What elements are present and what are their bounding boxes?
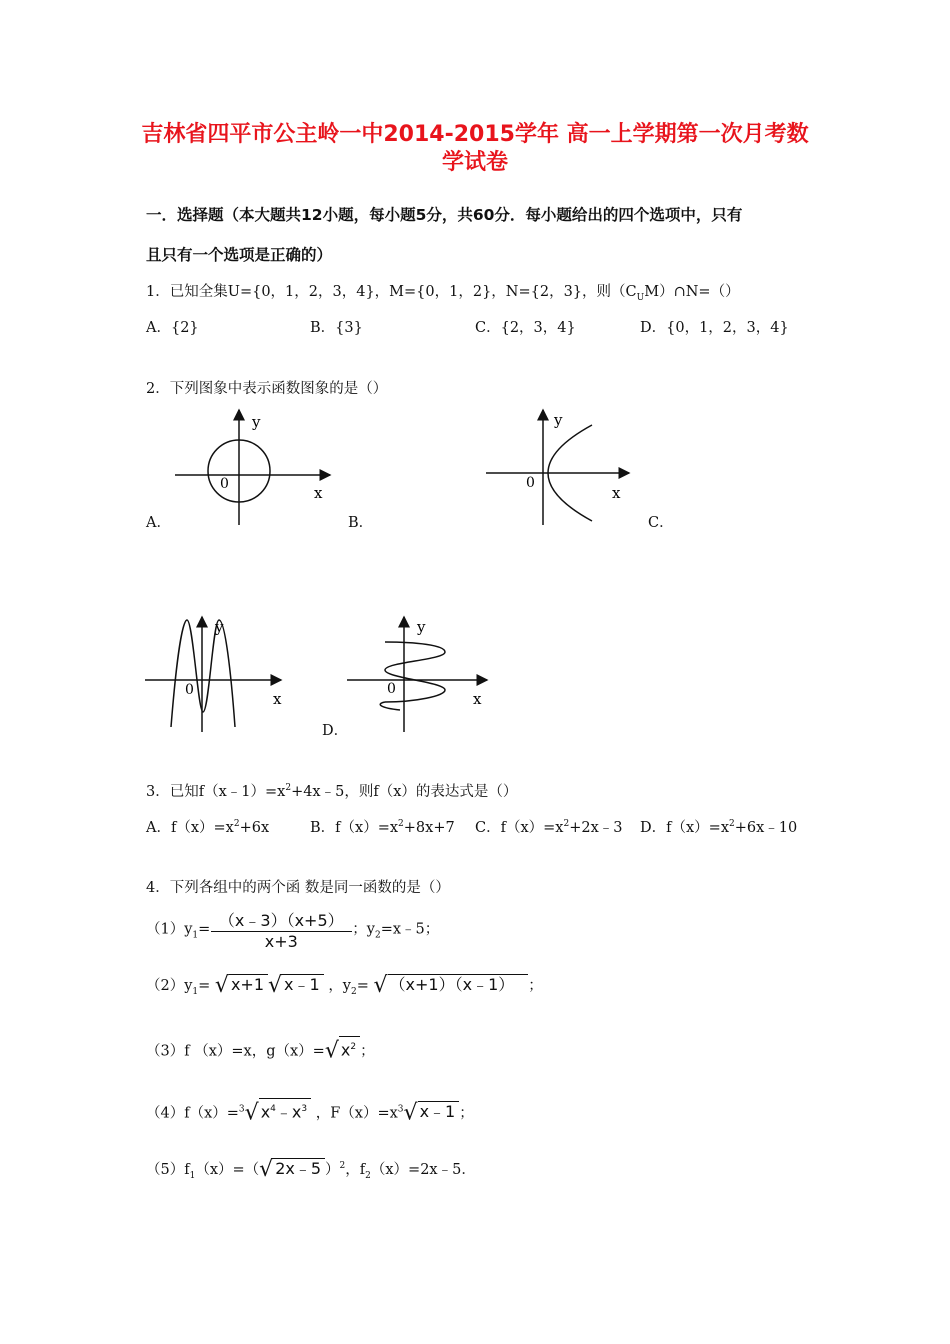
q4-item-5: $(5)f_1(x)=(√$ 2x﹣5 ）$^2$，$f_2(x)=2x﹣5$． xyxy=(146,1157,476,1182)
question-3-stem: 3．已知$f(x﹣1)=x^2+4x﹣5$，则f（x）的表达式是（） xyxy=(146,783,518,800)
question-2-stem: 2．下列图象中表示函数图象的是（） xyxy=(146,381,388,397)
graph-d-sideways-wave xyxy=(345,612,495,737)
q3-option-a: A．$f(x)=x^2+6x$ xyxy=(146,819,270,836)
q4-item-1: $(1)y_1=$ $\frac{(x﹣3)(x+5)}{x+3}$ ；$y_2=x﹣5$； xyxy=(146,908,439,951)
graph-b-y-label: y xyxy=(554,411,563,429)
graph-c-origin: 0 xyxy=(185,682,194,698)
q4-item-4: （4）f（x）=$^3$√ $x^4﹣x^3$ ，$F(x)=x^3√$ x﹣1 ； xyxy=(146,1098,474,1125)
section-heading-line1: 一．选择题（本大题共12小题，每小题5分，共60分．每小题给出的四个选项中，只有 xyxy=(146,206,743,224)
graph-a-origin: 0 xyxy=(220,476,229,492)
q1-option-d: D．{0，1，2，3，4} xyxy=(640,320,789,336)
graph-d-y-label: y xyxy=(417,618,426,636)
graph-c-y-label: y xyxy=(215,618,224,636)
q1-option-c: C．{2，3，4} xyxy=(475,320,576,336)
q2-label-a: A． xyxy=(146,515,171,531)
graph-b-parabola xyxy=(484,405,639,530)
q1-option-b: B．{3} xyxy=(310,320,363,336)
graph-c-x-label: x xyxy=(273,690,282,708)
q2-label-c: C． xyxy=(648,515,674,531)
graph-a-y-label: y xyxy=(252,413,261,431)
q4-item-3: （3）f （x）=x，g（x）=√ $x^2$ ； xyxy=(146,1036,375,1063)
q4-item-1-fraction: $\frac{(x﹣3)(x+5)}{x+3}$ xyxy=(215,908,348,951)
q4-item-2: $(2)y_1=$ √ x+1 √ x﹣1 ，$y_2=$ √ （x+1）（x﹣1） ； xyxy=(146,973,543,998)
section-heading-line2: 且只有一个选项是正确的） xyxy=(146,246,333,264)
q1-option-a: A．{2} xyxy=(146,320,199,336)
graph-a-circle xyxy=(170,405,340,530)
q2-label-b: B． xyxy=(348,515,374,531)
graph-a-x-label: x xyxy=(314,484,323,502)
graph-c-wave xyxy=(143,612,293,737)
document-title-line1: 吉林省四平市公主岭一中2014-2015学年 高一上学期第一次月考数 xyxy=(141,122,809,147)
q3-option-d: D．$f(x)=x^2+6x﹣10$ xyxy=(640,819,798,836)
graph-b-x-label: x xyxy=(612,484,621,502)
question-4-stem: 4．下列各组中的两个函 数是同一函数的是（） xyxy=(146,880,450,896)
question-1-stem: 1．已知全集U={0，1，2，3，4}，M={0，1，2}，N={2，3}，则$(C_UM)\cap N=()$ xyxy=(146,284,740,303)
graph-d-origin: 0 xyxy=(387,681,396,697)
q3-option-b: B．$f(x)=x^2+8x+7$ xyxy=(310,819,455,836)
q3-option-c: C．$f(x)=x^2+2x﹣3$ xyxy=(475,819,623,836)
graph-b-origin: 0 xyxy=(526,475,535,491)
q2-label-d: D． xyxy=(322,723,349,739)
graph-d-x-label: x xyxy=(473,690,482,708)
document-title-line2: 学试卷 xyxy=(441,150,508,175)
